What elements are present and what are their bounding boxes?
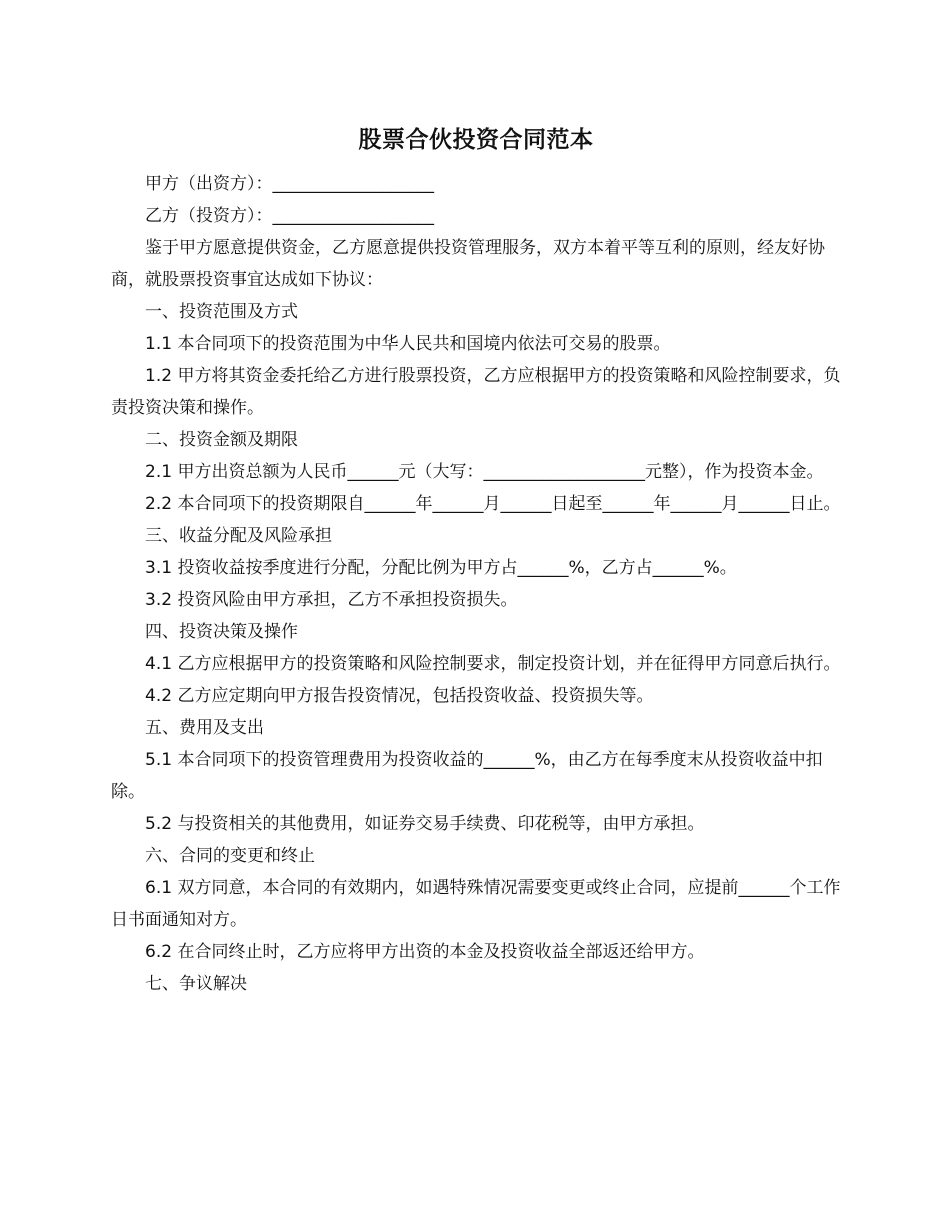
section-heading-5: 五、费用及支出 bbox=[145, 718, 264, 738]
clause-4-1: 4.1 乙方应根据甲方的投资策略和风险控制要求，制定投资计划，并在征得甲方同意后执行。 bbox=[145, 654, 841, 674]
party-a-line: 甲方（出资方）：___________________ bbox=[145, 174, 434, 194]
clause-6-1: 6.1 双方同意，本合同的有效期内，如遇特殊情况需要变更或终止合同，应提前______个工作日书面通知对方。 bbox=[111, 878, 841, 930]
clause-4-2: 4.2 乙方应定期向甲方报告投资情况，包括投资收益、投资损失等。 bbox=[145, 686, 654, 706]
clause-5-1: 5.1 本合同项下的投资管理费用为投资收益的______%，由乙方在每季度末从投资收益中扣除。 bbox=[111, 750, 823, 802]
clause-5-2: 5.2 与投资相关的其他费用，如证券交易手续费、印花税等，由甲方承担。 bbox=[145, 814, 705, 834]
party-b-line: 乙方（投资方）：___________________ bbox=[145, 206, 434, 226]
section-heading-2: 二、投资金额及期限 bbox=[145, 430, 298, 450]
clause-3-1: 3.1 投资收益按季度进行分配，分配比例为甲方占______%，乙方占______%。 bbox=[145, 558, 737, 578]
clause-3-2: 3.2 投资风险由甲方承担，乙方不承担投资损失。 bbox=[145, 590, 518, 610]
clause-6-2: 6.2 在合同终止时，乙方应将甲方出资的本金及投资收益全部返还给甲方。 bbox=[145, 942, 705, 962]
section-heading-1: 一、投资范围及方式 bbox=[145, 302, 298, 322]
clause-2-2: 2.2 本合同项下的投资期限自______年______月______日起至______年______月______日止。 bbox=[145, 494, 841, 514]
preamble-paragraph: 鉴于甲方愿意提供资金，乙方愿意提供投资管理服务，双方本着平等互利的原则，经友好协商，就股票投资事宜达成如下协议： bbox=[111, 238, 825, 290]
document-title: 股票合伙投资合同范本 bbox=[358, 127, 594, 153]
section-heading-3: 三、收益分配及风险承担 bbox=[145, 526, 332, 546]
section-heading-4: 四、投资决策及操作 bbox=[145, 622, 298, 642]
clause-1-2: 1.2 甲方将其资金委托给乙方进行股票投资，乙方应根据甲方的投资策略和风险控制要求，负责投资决策和操作。 bbox=[111, 366, 841, 418]
clause-1-1: 1.1 本合同项下的投资范围为中华人民共和国境内依法可交易的股票。 bbox=[145, 334, 671, 354]
document-body bbox=[111, 120, 841, 1000]
section-heading-6: 六、合同的变更和终止 bbox=[145, 846, 315, 866]
section-heading-7: 七、争议解决 bbox=[145, 974, 247, 994]
clause-2-1: 2.1 甲方出资总额为人民币______元（大写：___________________元整），作为投资本金。 bbox=[145, 462, 824, 482]
